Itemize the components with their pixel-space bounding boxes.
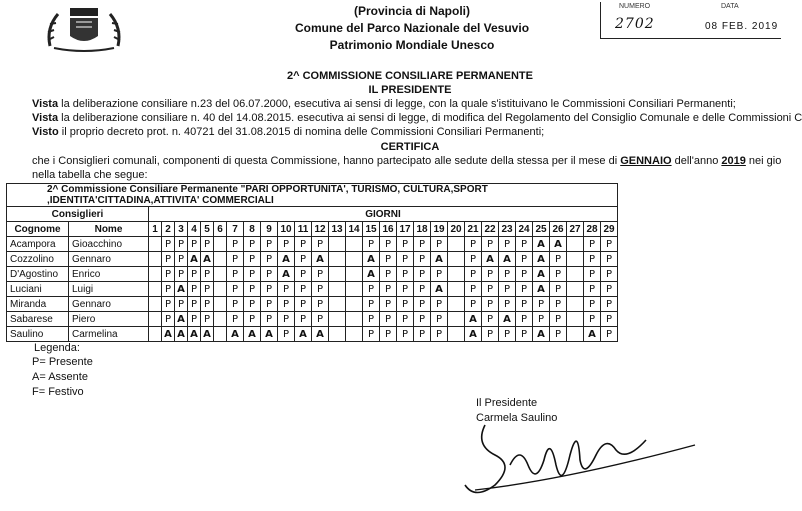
- attendance-cell: P: [516, 237, 533, 252]
- cognome-cell: Miranda: [7, 297, 69, 312]
- day-header: 25: [533, 222, 550, 237]
- attendance-cell: [346, 327, 363, 342]
- attendance-cell: P: [601, 267, 618, 282]
- consiglieri-header: Consiglieri: [7, 207, 149, 222]
- attendance-cell: [448, 237, 465, 252]
- attendance-cell: P: [278, 282, 295, 297]
- attendance-cell: [149, 237, 162, 252]
- signature-role: Il Presidente: [476, 397, 538, 409]
- attendance-cell: [346, 237, 363, 252]
- attendance-table: [6, 183, 618, 342]
- attendance-cell: P: [188, 267, 201, 282]
- handwritten-signature: [455, 405, 705, 505]
- table-row: [7, 267, 618, 282]
- attendance-cell: P: [584, 297, 601, 312]
- attendance-cell: P: [261, 282, 278, 297]
- attendance-cell: [346, 312, 363, 327]
- attendance-cell: P: [227, 237, 244, 252]
- nome-cell: Luigi: [69, 282, 149, 297]
- attendance-cell: P: [431, 327, 448, 342]
- attendance-cell: P: [278, 312, 295, 327]
- attendance-cell: [346, 282, 363, 297]
- attendance-cell: [448, 327, 465, 342]
- attendance-cell: P: [295, 297, 312, 312]
- attendance-cell: P: [162, 282, 175, 297]
- attendance-cell: [448, 267, 465, 282]
- attendance-cell: P: [278, 297, 295, 312]
- attendance-cell: P: [380, 327, 397, 342]
- day-header: 20: [448, 222, 465, 237]
- day-header: 27: [567, 222, 584, 237]
- day-header: 16: [380, 222, 397, 237]
- numero-label: NUMERO: [619, 3, 651, 10]
- attendance-cell: P: [397, 312, 414, 327]
- attendance-cell: A: [431, 282, 448, 297]
- attendance-cell: [567, 312, 584, 327]
- attendance-cell: A: [188, 327, 201, 342]
- attendance-cell: [149, 282, 162, 297]
- day-header: 2: [162, 222, 175, 237]
- attendance-cell: A: [227, 327, 244, 342]
- attendance-cell: [214, 252, 227, 267]
- cognome-cell: D'Agostino: [7, 267, 69, 282]
- attendance-cell: [567, 327, 584, 342]
- attendance-cell: P: [465, 267, 482, 282]
- province-line: (Provincia di Napoli): [353, 4, 470, 18]
- attendance-cell: A: [201, 327, 214, 342]
- attendance-cell: P: [431, 297, 448, 312]
- attendance-cell: A: [533, 267, 550, 282]
- attendance-cell: P: [550, 297, 567, 312]
- attendance-cell: P: [601, 297, 618, 312]
- attendance-cell: A: [162, 327, 175, 342]
- nome-cell: Enrico: [69, 267, 149, 282]
- attendance-cell: A: [533, 282, 550, 297]
- attendance-cell: P: [601, 282, 618, 297]
- day-header: 18: [414, 222, 431, 237]
- attendance-cell: [149, 252, 162, 267]
- attendance-cell: P: [414, 312, 431, 327]
- attendance-cell: P: [499, 237, 516, 252]
- attendance-cell: [329, 282, 346, 297]
- attendance-cell: [149, 312, 162, 327]
- attendance-cell: A: [244, 327, 261, 342]
- attendance-cell: P: [380, 282, 397, 297]
- attendance-cell: P: [414, 252, 431, 267]
- attendance-cell: [329, 237, 346, 252]
- attendance-cell: P: [533, 297, 550, 312]
- attendance-cell: P: [380, 312, 397, 327]
- attendance-cell: P: [363, 312, 380, 327]
- attendance-cell: P: [482, 267, 499, 282]
- attendance-cell: P: [261, 252, 278, 267]
- attendance-cell: A: [482, 252, 499, 267]
- attendance-cell: P: [499, 297, 516, 312]
- attendance-cell: A: [550, 237, 567, 252]
- attendance-cell: A: [201, 252, 214, 267]
- attendance-cell: P: [244, 237, 261, 252]
- attendance-cell: P: [482, 297, 499, 312]
- attendance-cell: P: [162, 237, 175, 252]
- attendance-cell: P: [295, 237, 312, 252]
- attendance-cell: P: [499, 282, 516, 297]
- attendance-cell: P: [175, 237, 188, 252]
- attendance-cell: P: [312, 282, 329, 297]
- attendance-cell: A: [278, 252, 295, 267]
- attendance-cell: P: [601, 237, 618, 252]
- commission-title: 2^ COMMISSIONE CONSILIARE PERMANENTE: [286, 70, 533, 82]
- attendance-cell: P: [533, 312, 550, 327]
- attendance-cell: P: [312, 267, 329, 282]
- attendance-cell: P: [516, 282, 533, 297]
- attendance-cell: P: [188, 237, 201, 252]
- attendance-cell: A: [312, 252, 329, 267]
- attendance-cell: P: [244, 267, 261, 282]
- attendance-cell: A: [295, 327, 312, 342]
- attendance-cell: P: [584, 312, 601, 327]
- attendance-cell: P: [175, 267, 188, 282]
- day-header: 23: [499, 222, 516, 237]
- attendance-cell: [214, 312, 227, 327]
- attendance-cell: P: [414, 282, 431, 297]
- attendance-cell: A: [278, 267, 295, 282]
- attendance-cell: P: [261, 237, 278, 252]
- attendance-cell: P: [397, 327, 414, 342]
- attendance-cell: P: [431, 312, 448, 327]
- attendance-cell: P: [188, 297, 201, 312]
- legend-item-present: P= Presente: [32, 356, 93, 368]
- day-header: 22: [482, 222, 499, 237]
- attendance-cell: P: [397, 282, 414, 297]
- attendance-cell: P: [601, 327, 618, 342]
- attendance-cell: P: [363, 327, 380, 342]
- attendance-cell: A: [499, 312, 516, 327]
- attendance-cell: P: [162, 252, 175, 267]
- attendance-cell: P: [499, 267, 516, 282]
- attendance-cell: A: [465, 312, 482, 327]
- cognome-cell: Luciani: [7, 282, 69, 297]
- attendance-cell: P: [601, 312, 618, 327]
- attendance-cell: A: [363, 267, 380, 282]
- attendance-cell: [214, 237, 227, 252]
- attendance-cell: P: [162, 267, 175, 282]
- attendance-cell: P: [201, 282, 214, 297]
- day-header: 3: [175, 222, 188, 237]
- day-header: 6: [214, 222, 227, 237]
- attendance-cell: P: [516, 252, 533, 267]
- visto-line-3: Visto il proprio decreto prot. n. 40721 del 31.08.2015 di nomina delle Commissioni Consiliari Permanenti;: [32, 126, 545, 138]
- attendance-cell: P: [465, 252, 482, 267]
- signature-name: Carmela Saulino: [476, 412, 558, 424]
- attendance-cell: [448, 312, 465, 327]
- attendance-cell: P: [516, 327, 533, 342]
- attendance-cell: P: [414, 237, 431, 252]
- cognome-cell: Cozzolino: [7, 252, 69, 267]
- nome-cell: Gioacchino: [69, 237, 149, 252]
- day-header: 28: [584, 222, 601, 237]
- attendance-cell: P: [584, 282, 601, 297]
- attendance-cell: P: [550, 312, 567, 327]
- attendance-cell: A: [312, 327, 329, 342]
- cognome-cell: Saulino: [7, 327, 69, 342]
- cognome-cell: Acampora: [7, 237, 69, 252]
- giorni-header: GIORNI: [149, 207, 618, 222]
- attendance-cell: P: [295, 312, 312, 327]
- attendance-cell: P: [363, 297, 380, 312]
- table-row: [7, 297, 618, 312]
- attendance-cell: P: [227, 252, 244, 267]
- visto-line-2: Vista la deliberazione consiliare n. 40 del 14.08.2015. esecutiva ai sensi di legge, di modifica del Regolamento del Consiglio Comunale e delle Commissioni C: [32, 112, 802, 124]
- attendance-cell: P: [295, 252, 312, 267]
- attendance-cell: P: [312, 297, 329, 312]
- attendance-cell: [346, 267, 363, 282]
- legend-item-absent: A= Assente: [32, 371, 88, 383]
- attendance-cell: P: [380, 237, 397, 252]
- attendance-cell: [346, 252, 363, 267]
- table-row: [7, 327, 618, 342]
- attendance-cell: [214, 297, 227, 312]
- attendance-cell: [329, 312, 346, 327]
- attendance-cell: P: [295, 282, 312, 297]
- attendance-cell: [214, 282, 227, 297]
- attendance-cell: P: [465, 297, 482, 312]
- attendance-cell: P: [175, 252, 188, 267]
- day-header: 9: [261, 222, 278, 237]
- protocol-date: 08 FEB. 2019: [705, 21, 779, 32]
- attendance-cell: P: [482, 282, 499, 297]
- attendance-cell: [567, 237, 584, 252]
- attendance-cell: P: [201, 297, 214, 312]
- attendance-cell: P: [380, 297, 397, 312]
- nome-cell: Carmelina: [69, 327, 149, 342]
- attendance-cell: P: [414, 327, 431, 342]
- attendance-cell: A: [431, 252, 448, 267]
- attendance-cell: P: [397, 237, 414, 252]
- attendance-cell: P: [201, 237, 214, 252]
- cognome-cell: Sabarese: [7, 312, 69, 327]
- day-header: 10: [278, 222, 295, 237]
- attendance-cell: [567, 267, 584, 282]
- day-header: 17: [397, 222, 414, 237]
- certifica-heading: CERTIFICA: [380, 141, 440, 153]
- attendance-cell: P: [397, 297, 414, 312]
- attendance-cell: P: [482, 327, 499, 342]
- attendance-cell: P: [431, 267, 448, 282]
- legend-item-holiday: F= Festivo: [32, 386, 84, 398]
- attendance-cell: P: [244, 252, 261, 267]
- attendance-cell: [329, 327, 346, 342]
- attendance-cell: A: [188, 252, 201, 267]
- president-title: IL PRESIDENTE: [368, 84, 452, 96]
- day-header: 5: [201, 222, 214, 237]
- attendance-cell: [567, 297, 584, 312]
- attendance-cell: P: [465, 282, 482, 297]
- attendance-cell: [448, 252, 465, 267]
- attendance-cell: P: [201, 312, 214, 327]
- attendance-cell: P: [312, 312, 329, 327]
- nome-header: Nome: [69, 222, 149, 237]
- attendance-cell: P: [584, 267, 601, 282]
- attendance-cell: P: [227, 297, 244, 312]
- attendance-cell: P: [431, 237, 448, 252]
- nome-cell: Gennaro: [69, 252, 149, 267]
- day-header: 24: [516, 222, 533, 237]
- attendance-cell: P: [516, 312, 533, 327]
- comune-line: Comune del Parco Nazionale del Vesuvio: [294, 21, 530, 35]
- attendance-cell: [567, 252, 584, 267]
- day-header: 29: [601, 222, 618, 237]
- attendance-cell: P: [550, 282, 567, 297]
- day-header: 4: [188, 222, 201, 237]
- attendance-cell: P: [516, 297, 533, 312]
- attendance-cell: P: [363, 282, 380, 297]
- table-row: [7, 237, 618, 252]
- attendance-cell: P: [201, 267, 214, 282]
- attendance-cell: P: [244, 297, 261, 312]
- legend-title: Legenda:: [34, 342, 80, 354]
- attendance-cell: P: [363, 237, 380, 252]
- attendance-cell: P: [550, 267, 567, 282]
- table-row: [7, 252, 618, 267]
- attendance-cell: P: [482, 312, 499, 327]
- day-header: 15: [363, 222, 380, 237]
- table-row: [7, 312, 618, 327]
- attendance-cell: P: [162, 297, 175, 312]
- day-header: 21: [465, 222, 482, 237]
- day-header: 26: [550, 222, 567, 237]
- day-header: 11: [295, 222, 312, 237]
- attendance-cell: [149, 327, 162, 342]
- visto-line-1: Vista la deliberazione consiliare n.23 del 06.07.2000, esecutiva ai sensi di legge, con la quale s'istituivano le Commissioni Consiliari Permanenti;: [32, 98, 736, 110]
- attendance-cell: [567, 282, 584, 297]
- attendance-cell: A: [175, 282, 188, 297]
- attendance-cell: P: [261, 297, 278, 312]
- attendance-cell: [214, 267, 227, 282]
- day-header: 13: [329, 222, 346, 237]
- attendance-cell: P: [227, 267, 244, 282]
- attendance-cell: P: [188, 312, 201, 327]
- attendance-cell: [149, 297, 162, 312]
- attendance-cell: P: [244, 312, 261, 327]
- certify-paragraph: che i Consiglieri comunali, componenti di questa Commissione, hanno partecipato alle sedute della stessa per il mese di GENNAIO dell'anno 2019 nei gio: [32, 155, 782, 167]
- attendance-cell: P: [397, 252, 414, 267]
- attendance-cell: P: [465, 237, 482, 252]
- attendance-cell: P: [227, 282, 244, 297]
- attendance-cell: P: [175, 297, 188, 312]
- attendance-cell: P: [584, 252, 601, 267]
- attendance-cell: P: [584, 237, 601, 252]
- nome-cell: Piero: [69, 312, 149, 327]
- day-header: 14: [346, 222, 363, 237]
- attendance-cell: A: [363, 252, 380, 267]
- nome-cell: Gennaro: [69, 297, 149, 312]
- attendance-cell: P: [380, 252, 397, 267]
- attendance-cell: P: [261, 312, 278, 327]
- day-header: 8: [244, 222, 261, 237]
- attendance-cell: [214, 327, 227, 342]
- attendance-cell: [329, 267, 346, 282]
- table-title: 2^ Commissione Consiliare Permanente "PARI OPPORTUNITA', TURISMO, CULTURA,SPORT ,IDENTITA'CITTADINA,ATTIVITA' COMMERCIALI: [7, 184, 618, 207]
- attendance-cell: A: [175, 312, 188, 327]
- attendance-cell: A: [533, 252, 550, 267]
- attendance-cell: P: [516, 267, 533, 282]
- day-header: 7: [227, 222, 244, 237]
- attendance-cell: P: [414, 267, 431, 282]
- day-header: 12: [312, 222, 329, 237]
- attendance-cell: P: [312, 237, 329, 252]
- attendance-cell: P: [414, 297, 431, 312]
- attendance-cell: P: [244, 282, 261, 297]
- attendance-cell: [329, 252, 346, 267]
- data-label: DATA: [721, 3, 739, 10]
- attendance-cell: [448, 297, 465, 312]
- certify-paragraph-line2: nella tabella che segue:: [32, 169, 148, 181]
- protocol-number: 2702: [615, 16, 655, 32]
- attendance-cell: P: [278, 237, 295, 252]
- attendance-cell: P: [601, 252, 618, 267]
- attendance-cell: P: [278, 327, 295, 342]
- attendance-cell: P: [380, 267, 397, 282]
- attendance-cell: A: [584, 327, 601, 342]
- attendance-cell: A: [465, 327, 482, 342]
- attendance-cell: P: [397, 267, 414, 282]
- attendance-cell: P: [261, 267, 278, 282]
- table-row: [7, 282, 618, 297]
- cognome-header: Cognome: [7, 222, 69, 237]
- day-header: 19: [431, 222, 448, 237]
- municipal-emblem-icon: [40, 6, 128, 52]
- attendance-cell: A: [533, 237, 550, 252]
- attendance-cell: A: [499, 252, 516, 267]
- attendance-cell: P: [227, 312, 244, 327]
- attendance-cell: P: [482, 237, 499, 252]
- attendance-cell: A: [533, 327, 550, 342]
- unesco-line: Patrimonio Mondiale Unesco: [329, 38, 495, 52]
- attendance-cell: A: [175, 327, 188, 342]
- attendance-cell: P: [550, 252, 567, 267]
- attendance-cell: P: [499, 327, 516, 342]
- attendance-cell: P: [295, 267, 312, 282]
- attendance-cell: [448, 282, 465, 297]
- protocol-stamp: [600, 2, 781, 39]
- attendance-cell: [346, 297, 363, 312]
- attendance-cell: A: [261, 327, 278, 342]
- attendance-cell: P: [162, 312, 175, 327]
- attendance-cell: P: [188, 282, 201, 297]
- attendance-cell: [149, 267, 162, 282]
- attendance-cell: [329, 297, 346, 312]
- attendance-cell: P: [550, 327, 567, 342]
- day-header: 1: [149, 222, 162, 237]
